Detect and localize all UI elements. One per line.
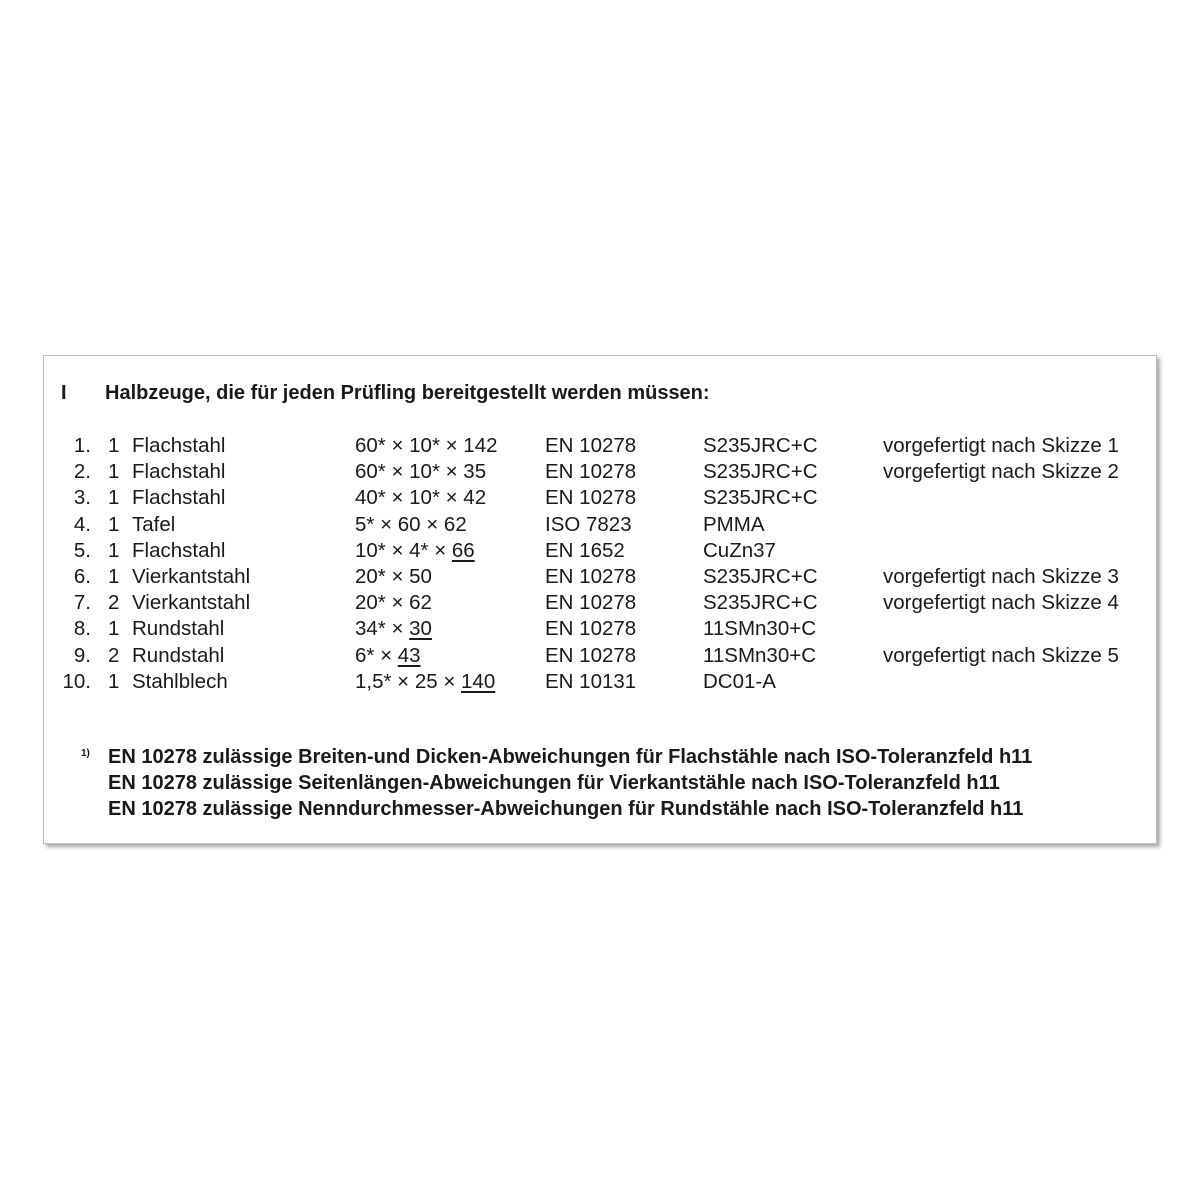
- item-quantity: 2: [108, 591, 120, 615]
- item-number: 10.: [62, 669, 91, 693]
- item-number: 5.: [73, 538, 91, 562]
- section-number: I: [61, 382, 67, 404]
- item-number: 1.: [73, 434, 91, 457]
- item-standard: EN 10278: [545, 643, 637, 667]
- item-name: Tafel: [132, 512, 176, 536]
- item-name: Flachstahl: [132, 460, 226, 484]
- item-quantity: 1: [108, 669, 120, 693]
- section-title: Halbzeuge, die für jeden Prüfling bereitgestellt werden müssen:: [105, 382, 710, 404]
- item-quantity: 1: [108, 617, 120, 641]
- list-item: [44, 538, 1156, 564]
- item-dimensions: 5* × 60 × 62: [355, 512, 467, 536]
- list-item: [44, 616, 1156, 642]
- item-name: Stahlblech: [132, 669, 228, 693]
- item-dimensions: 60* × 10* × 35: [355, 460, 487, 484]
- materials-list: [44, 433, 1156, 695]
- item-dimensions: 40* × 10* × 42: [355, 486, 487, 510]
- item-material: 11SMn30+C: [703, 643, 817, 667]
- item-name: Vierkantstahl: [132, 591, 251, 615]
- item-note: vorgefertigt nach Skizze 3: [883, 564, 1119, 588]
- item-standard: EN 1652: [545, 538, 625, 562]
- item-note: vorgefertigt nach Skizze 4: [883, 591, 1119, 615]
- item-material: PMMA: [703, 512, 765, 536]
- item-standard: EN 10278: [545, 434, 637, 457]
- item-number: 2.: [73, 460, 91, 484]
- footnote-line: EN 10278 zulässige Nenndurchmesser-Abweichungen für Rundstähle nach ISO-Toleranzfeld h11: [108, 798, 1024, 820]
- item-dimensions: 20* × 50: [355, 564, 432, 588]
- item-name: Flachstahl: [132, 538, 226, 562]
- item-quantity: 1: [108, 460, 120, 484]
- item-quantity: 1: [108, 538, 120, 562]
- item-quantity: 1: [108, 564, 120, 588]
- item-standard: EN 10278: [545, 591, 637, 615]
- footnote-line: EN 10278 zulässige Seitenlängen-Abweichungen für Vierkantstähle nach ISO-Toleranzfeld h11: [108, 772, 1000, 794]
- list-item: [44, 590, 1156, 616]
- item-number: 8.: [73, 617, 91, 641]
- list-item: [44, 512, 1156, 538]
- item-dimensions: 34* × 30: [355, 617, 432, 641]
- item-note: vorgefertigt nach Skizze 5: [883, 643, 1119, 667]
- item-dimensions: 20* × 62: [355, 591, 432, 615]
- item-quantity: 1: [108, 512, 120, 536]
- item-number: 6.: [73, 564, 91, 588]
- footnote-marker: 1): [81, 748, 90, 759]
- list-item: [44, 669, 1156, 695]
- materials-card: [43, 355, 1157, 844]
- footnote-line: EN 10278 zulässige Breiten-und Dicken-Abweichungen für Flachstähle nach ISO-Toleranzfeld h11: [108, 746, 1033, 768]
- item-number: 7.: [73, 591, 91, 615]
- item-dimensions: 1,5* × 25 × 140: [355, 669, 496, 693]
- item-material: S235JRC+C: [703, 591, 818, 615]
- item-material: S235JRC+C: [703, 486, 818, 510]
- item-number: 3.: [73, 486, 91, 510]
- list-item: [44, 459, 1156, 485]
- item-standard: EN 10278: [545, 617, 637, 641]
- item-standard: EN 10278: [545, 564, 637, 588]
- item-quantity: 2: [108, 643, 120, 667]
- item-name: Vierkantstahl: [132, 564, 251, 588]
- item-note: vorgefertigt nach Skizze 2: [883, 460, 1119, 484]
- item-standard: EN 10131: [545, 669, 637, 693]
- item-standard: ISO 7823: [545, 512, 632, 536]
- item-material: CuZn37: [703, 538, 776, 562]
- item-name: Rundstahl: [132, 617, 225, 641]
- item-standard: EN 10278: [545, 460, 637, 484]
- item-dimensions: 60* × 10* × 142: [355, 434, 498, 457]
- item-material: S235JRC+C: [703, 460, 818, 484]
- list-item: [44, 564, 1156, 590]
- item-material: S235JRC+C: [703, 434, 818, 457]
- item-material: S235JRC+C: [703, 564, 818, 588]
- item-name: Flachstahl: [132, 434, 226, 457]
- list-item: [44, 485, 1156, 511]
- list-item: [44, 433, 1156, 459]
- item-material: DC01-A: [703, 669, 776, 693]
- item-standard: EN 10278: [545, 486, 637, 510]
- item-number: 9.: [73, 643, 91, 667]
- item-note: vorgefertigt nach Skizze 1: [883, 434, 1119, 457]
- item-number: 4.: [73, 512, 91, 536]
- item-material: 11SMn30+C: [703, 617, 817, 641]
- item-quantity: 1: [108, 434, 120, 457]
- item-dimensions: 10* × 4* × 66: [355, 538, 475, 562]
- item-quantity: 1: [108, 486, 120, 510]
- item-name: Rundstahl: [132, 643, 225, 667]
- item-dimensions: 6* × 43: [355, 643, 421, 667]
- item-name: Flachstahl: [132, 486, 226, 510]
- list-item: [44, 643, 1156, 669]
